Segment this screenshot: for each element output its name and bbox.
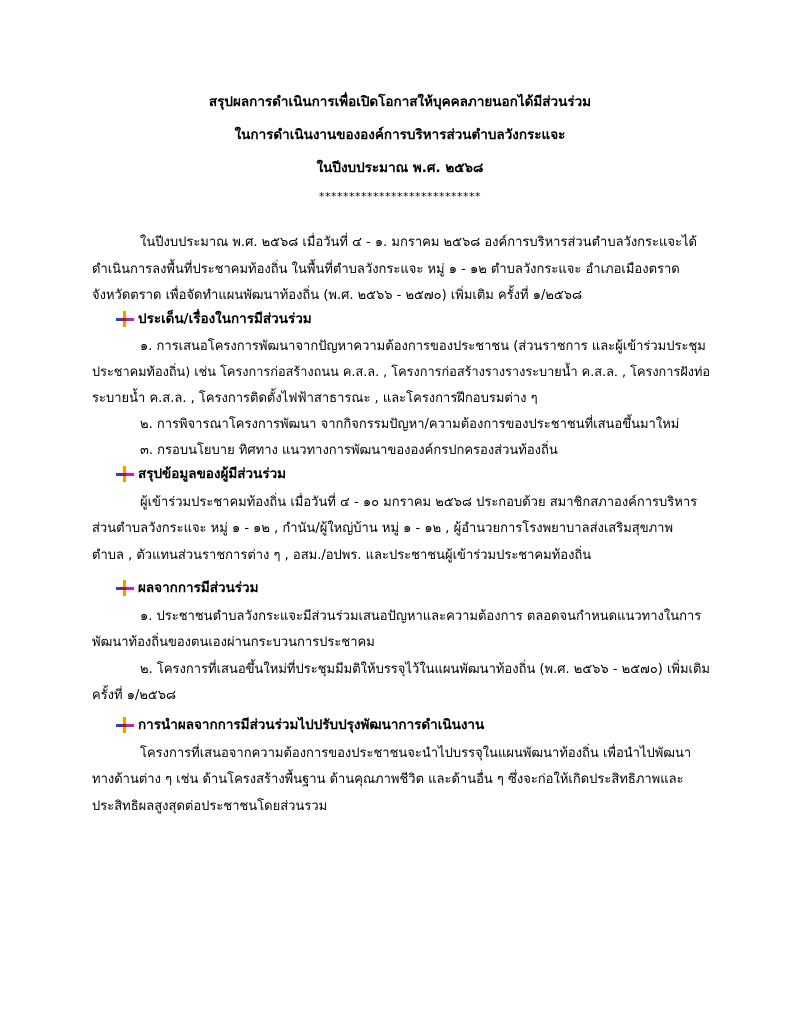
section-2-line-2: ส่วนตำบลวังกระแจะ หมู่ ๑ - ๑๒ , กำนัน/ผู้ใหญ่บ้าน หมู่ ๑ - ๑๒ , ผู้อำนวยการโรงพยาบาลส่งเสริมสุขภาพ xyxy=(92,521,674,536)
section-1-line-4: ๒. การพิจารณาโครงการพัฒนา จากกิจกรรมปัญหา/ความต้องการของประชาชนที่เสนอขึ้นมาใหม่ xyxy=(140,417,680,432)
section-heading-results: ผลจากการมีส่วนร่วม xyxy=(138,580,259,596)
colorful-bullet-icon xyxy=(116,311,134,327)
colorful-bullet-icon xyxy=(116,580,134,596)
intro-line-3: จังหวัดตราด เพื่อจัดทำแผนพัฒนาท้องถิ่น (พ.ศ. ๒๕๖๖ - ๒๕๗๐) เพิ่มเติม ครั้งที่ ๑/๒๕๖๘ xyxy=(92,288,583,303)
section-3-line-3: ๒. โครงการที่เสนอขึ้นใหม่ที่ประชุมมีมติให้บรรจุไว้ในแผนพัฒนาท้องถิ่น (พ.ศ. ๒๕๖๖ - ๒๕๗๐) เพิ่มเติม xyxy=(140,662,710,677)
title-line-3: ในปีงบประมาณ พ.ศ. ๒๕๖๘ xyxy=(316,160,484,176)
title-line-2: ในการดำเนินงานขององค์การบริหารส่วนตำบลวังกระแจะ xyxy=(234,127,566,143)
section-3-line-1: ๑. ประชาชนตำบลวังกระแจะมีส่วนร่วมเสนอปัญหาและความต้องการ ตลอดจนกำหนดแนวทางในการ xyxy=(140,609,702,624)
section-4-line-2: ทางด้านต่าง ๆ เช่น ด้านโครงสร้างพื้นฐาน ด้านคุณภาพชีวิต และด้านอื่น ๆ ซึ่งจะก่อให้เกิดประสิทธิภาพและ xyxy=(92,772,684,787)
colorful-bullet-icon xyxy=(116,466,134,482)
section-2-line-1: ผู้เข้าร่วมประชาคมท้องถิ่น เมื่อวันที่ ๔ - ๑๐ มกราคม ๒๕๖๘ ประกอบด้วย สมาชิกสภาองค์การบริหาร xyxy=(140,495,698,510)
section-1-line-1: ๑. การเสนอโครงการพัฒนาจากปัญหาความต้องการของประชาชน (ส่วนราชการ และผู้เข้าร่วมประชุม xyxy=(140,339,706,354)
separator: *************************** xyxy=(319,190,481,203)
section-3-line-4: ครั้งที่ ๑/๒๕๖๘ xyxy=(92,688,177,703)
title-line-1: สรุปผลการดำเนินการเพื่อเปิดโอกาสให้บุคคลภายนอกได้มีส่วนร่วม xyxy=(208,94,592,110)
section-heading-improvement: การนำผลจากการมีส่วนร่วมไปปรับปรุงพัฒนาการดำเนินงาน xyxy=(138,717,485,733)
intro-line-2: ดำเนินการลงพื้นที่ประชาคมท้องถิ่น ในพื้นที่ตำบลวังกระแจะ หมู่ ๑ - ๑๒ ตำบลวังกระแจะ อำเภอเมืองตราด xyxy=(92,262,680,277)
section-1-line-2: ประชาคมท้องถิ่น) เช่น โครงการก่อสร้างถนน ค.ส.ล. , โครงการก่อสร้างรางรางระบายน้ำ ค.ส.ล. , โครงการฝังท่อ xyxy=(92,365,711,380)
section-1-line-3: ระบายน้ำ ค.ส.ล. , โครงการติดตั้งไฟฟ้าสาธารณะ , และโครงการฝึกอบรมต่าง ๆ xyxy=(92,391,538,406)
section-heading-issues: ประเด็น/เรื่องในการมีส่วนร่วม xyxy=(138,311,312,327)
section-1-line-5: ๓. กรอบนโยบาย ทิศทาง แนวทางการพัฒนาขององค์กรปกครองส่วนท้องถิ่น xyxy=(140,443,558,458)
colorful-bullet-icon xyxy=(116,717,134,733)
section-4-line-1: โครงการที่เสนอจากความต้องการของประชาชนจะนำไปบรรจุในแผนพัฒนาท้องถิ่น เพื่อนำไปพัฒนา xyxy=(140,746,692,761)
section-2-line-3: ตำบล , ตัวแทนส่วนราชการต่าง ๆ , อสม./อปพร. และประชาชนผู้เข้าร่วมประชาคมท้องถิ่น xyxy=(92,548,592,563)
section-4-line-3: ประสิทธิผลสูงสุดต่อประชาชนโดยส่วนรวม xyxy=(92,799,328,814)
intro-line-1: ในปีงบประมาณ พ.ศ. ๒๕๖๘ เมื่อวันที่ ๔ - ๑. มกราคม ๒๕๖๘ องค์การบริหารส่วนตำบลวังกระแจะได้ xyxy=(140,235,697,250)
section-heading-participants: สรุปข้อมูลของผู้มีส่วนร่วม xyxy=(138,466,287,482)
section-3-line-2: พัฒนาท้องถิ่นของตนเองผ่านกระบวนการประชาคม xyxy=(92,635,375,650)
